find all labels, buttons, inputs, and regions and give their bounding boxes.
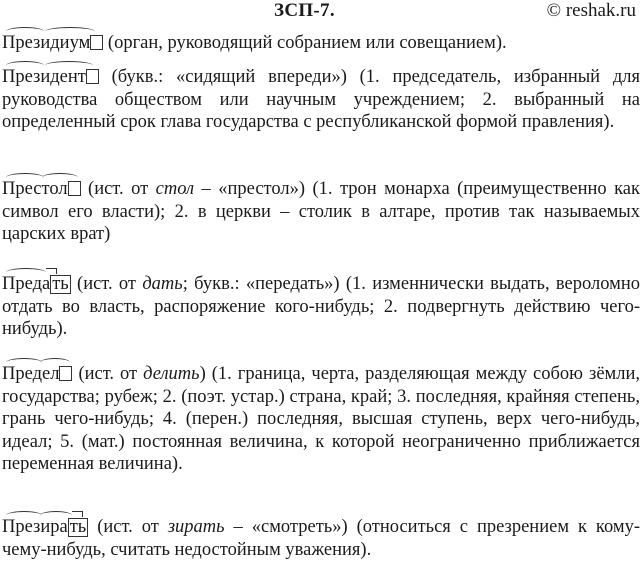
headword-text: Предел	[2, 364, 60, 384]
entry-text-before: (ист. от	[70, 274, 143, 294]
entry-predel	[2, 363, 640, 476]
headword	[2, 516, 88, 539]
headword	[2, 273, 71, 296]
suffix-mark	[46, 268, 57, 274]
headword	[2, 32, 103, 55]
entry-italic-source: дать	[142, 274, 183, 294]
entry-prezirat	[2, 516, 640, 561]
prefix-arc-mark	[6, 511, 42, 520]
entry-text-after: – «смотреть») (относиться с презрением к кому-чему-нибудь, считать недостойным уважения).	[2, 517, 640, 560]
entry-text-after: ) (1. граница, черта, разделяющая между собою зёмли, государства; рубеж; 2. (поэт. устар.) страна, край; 3. последняя, крайняя степень, грань чего-нибудь; 4. (перен.) последняя, высшая ступень, верх чего-нибудь, идеал; 5. (мат.) постоянная величина, к которой неограниченно приближается переменная величина).	[2, 364, 640, 474]
ending-box: ть	[69, 517, 87, 537]
headword-stem: Преда	[2, 274, 51, 294]
entry-italic-source: делить	[143, 364, 200, 384]
source-watermark: © reshak.ru	[546, 0, 636, 21]
headword-text: Престол	[2, 179, 68, 199]
prefix-arc-mark	[6, 173, 44, 182]
entry-prestol	[2, 178, 640, 246]
headword	[2, 178, 81, 201]
entry-text-before: (ист. от	[72, 364, 144, 384]
prefix-arc-mark	[6, 61, 44, 70]
root-arc-mark	[40, 511, 72, 520]
headword	[2, 363, 72, 386]
null-ending-box	[68, 181, 81, 196]
entry-prezidium	[2, 32, 640, 55]
suffix-mark	[72, 511, 83, 517]
headword-text: Президиум	[2, 33, 91, 53]
root-arc-mark	[45, 27, 95, 36]
entry-italic-source: стол	[155, 179, 195, 199]
entry-text-before: (ист. от	[80, 179, 156, 199]
entry-definition: (букв.: «сидящий впереди») (1. председатель, избранный для руководства обществом или научным учреждением; 2. выбранный на определенный срок глава государства с республиканской формой правления).	[2, 67, 640, 132]
prefix-arc-mark	[6, 358, 42, 367]
page-title: ЗСП-7.	[274, 0, 335, 21]
entry-prezident	[2, 66, 640, 134]
null-ending-box	[59, 366, 72, 381]
entry-text-after: – «престол») (1. трон монарха (преимущественно как символ его власти); 2. в церкви – столик в алтаре, против так называемых царских врат)	[2, 179, 640, 244]
null-ending-box	[90, 35, 103, 50]
prefix-arc-mark	[6, 27, 44, 36]
null-ending-box	[86, 69, 99, 84]
headword-text: Президент	[2, 67, 86, 87]
headword	[2, 66, 99, 89]
ending-box: ть	[52, 274, 69, 294]
entry-text-after: ; букв.: «передать») (1. изменнически выдать, вероломно отдать во власть, распоряжение кого-нибудь; 2. подвергнуть действию чего-нибудь).	[2, 274, 640, 339]
root-arc-mark	[42, 173, 78, 182]
entry-text-before: (ист. от	[88, 517, 168, 537]
entry-predat	[2, 273, 640, 341]
entry-definition: (орган, руководящий собранием или совещанием).	[103, 33, 507, 53]
entry-italic-source: зирать	[167, 517, 225, 537]
root-arc-mark	[45, 61, 93, 70]
root-arc-mark	[40, 358, 70, 367]
headword-stem: Презира	[2, 517, 68, 537]
root-arc-mark	[6, 268, 46, 277]
